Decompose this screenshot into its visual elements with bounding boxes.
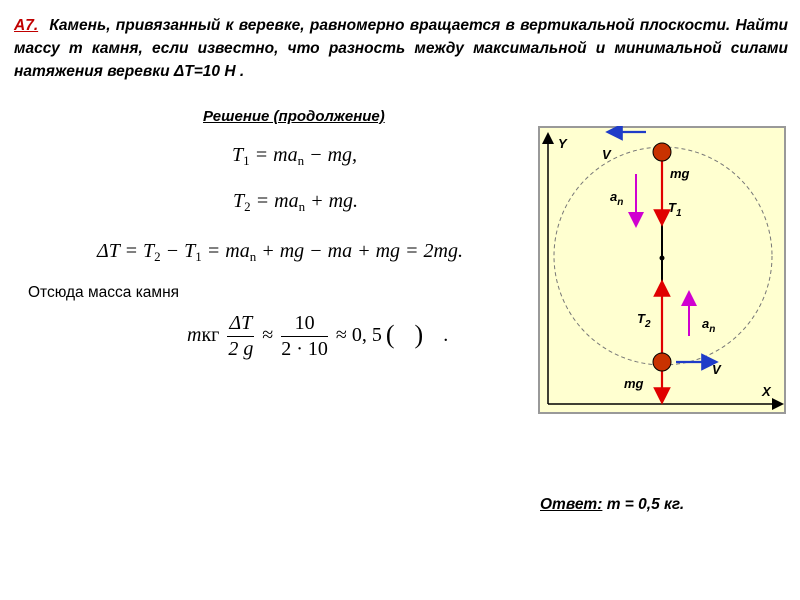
eq4-result: ≈ 0, 5 <box>335 324 382 347</box>
mg-bottom-label: mg <box>624 376 644 391</box>
stone-top <box>653 143 671 161</box>
eq4-fraction-1 <box>227 312 254 361</box>
eq1-lhs-sub: 1 <box>243 153 250 168</box>
eq4-frac2-num: 10 <box>281 312 328 337</box>
eq2-rhs1-sub: n <box>298 199 306 214</box>
eq4-kg: кг <box>201 324 220 347</box>
eq4-frac1-num: ΔT <box>227 312 254 337</box>
problem-statement <box>14 14 788 83</box>
rotation-diagram <box>538 126 788 416</box>
answer-label: Ответ: <box>540 496 603 513</box>
y-axis-label: Y <box>558 136 567 151</box>
eq3-part-d: + mg − ma + mg = 2mg. <box>256 240 463 262</box>
eq2-lhs-sub: 2 <box>244 199 251 214</box>
t2-label: $T_2$ <box>637 311 651 330</box>
eq2-rhs1: = ma <box>250 190 299 212</box>
eq3-part-b: − T <box>160 240 196 262</box>
eq4-frac1-den: 2 g <box>228 338 254 360</box>
hence-label: Отсюда масса камня <box>28 284 180 301</box>
v-bottom-label: V <box>712 362 721 377</box>
stone-bottom <box>653 353 671 371</box>
eq3-part-a: ΔT = T <box>97 240 155 262</box>
eq3-sub-c: n <box>249 249 257 264</box>
eq4-tail: . <box>443 324 449 347</box>
equation-mass <box>187 312 448 361</box>
problem-text: Камень, привязанный к веревке, равномерно вращается в вертикальной плоскости. Найти массу m камня, если известно, что разность между максимальной и минимальной силами натяжения веревки ΔT=10 Н . <box>14 17 789 80</box>
eq3-part-c: = ma <box>201 240 250 262</box>
eq1-rhs2: − mg, <box>304 144 358 166</box>
eq4-fraction-2 <box>281 312 328 361</box>
answer <box>540 496 684 514</box>
eq3-sub-a: 2 <box>154 249 161 264</box>
eq1-lhs: T <box>232 144 244 166</box>
mg-top-label: mg <box>670 166 690 181</box>
v-top-label: V <box>602 147 611 162</box>
eq3-sub-b: 1 <box>195 249 202 264</box>
eq4-approx: ≈ <box>262 324 274 347</box>
eq1-rhs1-sub: n <box>297 153 305 168</box>
eq2-rhs2: + mg. <box>305 190 359 212</box>
eq4-empty-parens: () <box>385 320 444 350</box>
an-bottom-label: $a_n$ <box>702 316 716 335</box>
eq4-m: m <box>187 324 202 347</box>
rotation-center <box>660 256 665 261</box>
problem-number: А7. <box>14 17 39 34</box>
eq4-lhs <box>187 324 219 346</box>
solution-title: Решение (продолжение) <box>203 108 385 125</box>
t1-label: $T_1$ <box>668 200 682 219</box>
equation-delta-t <box>97 240 463 265</box>
eq1-rhs1: = ma <box>249 144 298 166</box>
an-top-label: $a_n$ <box>610 189 624 208</box>
x-axis-label: X <box>762 384 771 399</box>
eq4-frac2-den: 2 · 10 <box>281 338 328 360</box>
eq2-lhs: T <box>233 190 245 212</box>
answer-value: m = 0,5 кг. <box>602 496 685 513</box>
equation-t1 <box>232 144 357 169</box>
equation-t2 <box>233 190 358 215</box>
